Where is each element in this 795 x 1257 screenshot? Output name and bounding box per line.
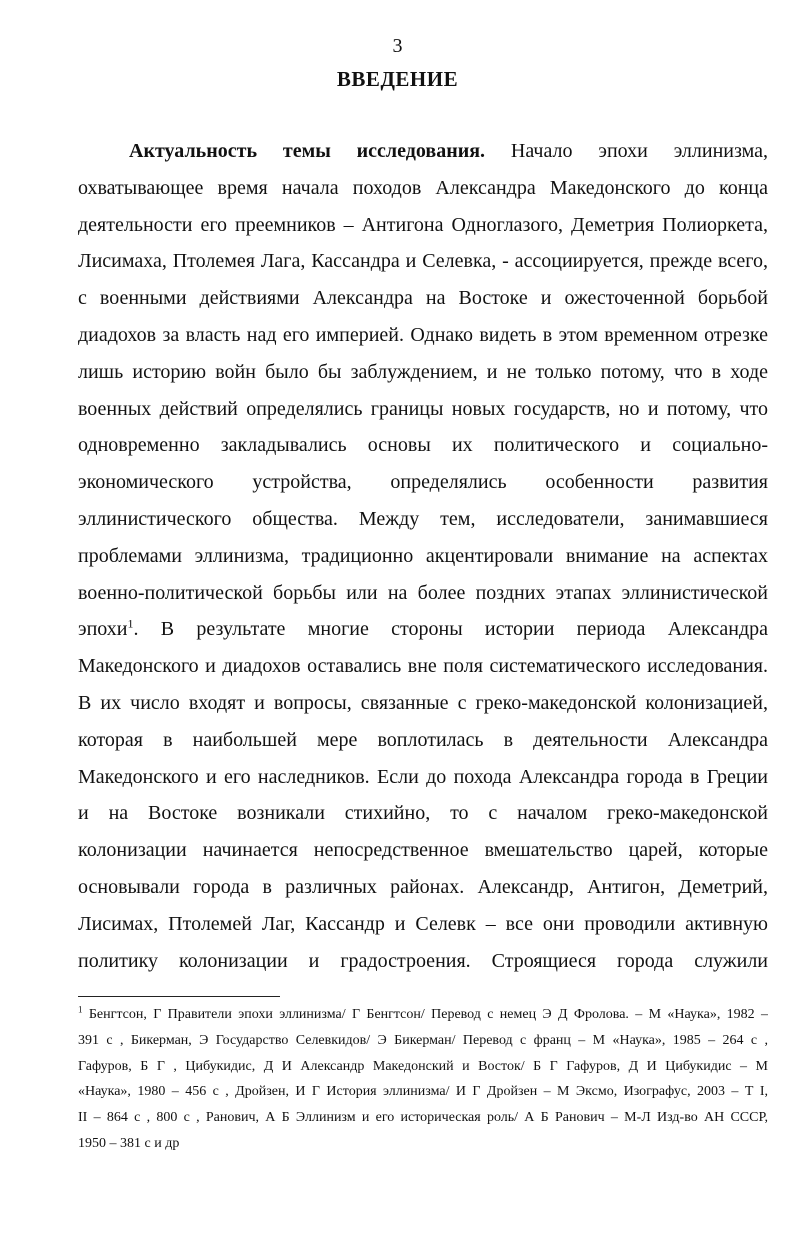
body-line: Македонского и его наследников. Если до похода Александра города в Греции — [78, 765, 768, 788]
body-line: лишь историю войн было бы заблуждением, и не только потому, что в ходе — [78, 360, 768, 383]
footnote-ref: 1 — [127, 616, 134, 631]
body-line: Актуальность темы исследования. Начало эпохи эллинизма, — [129, 140, 768, 162]
footnote — [78, 1002, 768, 1157]
footnote-line: 1950 – 381 с и др — [78, 1135, 180, 1151]
footnote-line: «Наука», 1980 – 456 с , Дройзен, И Г История эллинизма/ И Г Дройзен – М Эксмо, Изографус, 2003 – Т I, — [78, 1084, 768, 1100]
body-line: Лисимаха, Птолемея Лага, Кассандра и Селевка, - ассоциируется, прежде всего, — [78, 250, 768, 273]
footnote-line: 391 с , Бикерман, Э Государство Селевкидов/ Э Бикерман/ Перевод с франц – М «Наука», 1985 – 264 с , — [78, 1032, 768, 1048]
body-line: диадохов за власть над его империей. Однако видеть в этом временном отрезке — [78, 323, 768, 346]
body-line: которая в наибольшей мере воплотилась в деятельности Александра — [78, 728, 768, 751]
body-line: с военными действиями Александра на Востоке и ожесточенной борьбой — [78, 287, 768, 310]
body-line: эллинистического общества. Между тем, исследователи, занимавшиеся — [78, 507, 768, 530]
page-number: 3 — [392, 35, 403, 57]
lead-bold: Актуальность темы исследования. — [129, 140, 486, 162]
footnote-line: Гафуров, Б Г , Цибукидис, Д И Александр Македонский и Восток/ Б Г Гафуров, Д И Цибукидис – М — [78, 1058, 768, 1074]
page-title: ВВЕДЕНИЕ — [336, 67, 459, 91]
body-line: В их число входят и вопросы, связанные с греко-македонской колонизацией, — [78, 691, 768, 714]
body-line: военно-политической борьбы или на более поздних этапах эллинистической — [78, 581, 768, 604]
footnote-line: II – 864 с , 800 с , Ранович, А Б Эллинизм и его историческая роль/ А Б Ранович – М-Л Изд-во АН СССР, — [78, 1110, 768, 1126]
body-line: колонизации начинается непосредственное вмешательство царей, которые — [78, 839, 768, 862]
body-line: охватывающее время начала походов Александра Македонского до конца — [78, 176, 768, 199]
footnote-divider — [78, 996, 280, 997]
body-line: эпохи$^1$. В результате многие стороны истории периода Александра — [78, 616, 768, 641]
body-line: Лисимах, Птолемей Лаг, Кассандр и Селевк – все они проводили активную — [78, 912, 768, 935]
body-line: военных действий определялись границы новых государств, но и потому, что — [78, 397, 768, 420]
body-line: политику колонизации и градостроения. Строящиеся города служили — [78, 949, 768, 972]
body-line: основывали города в различных районах. Александр, Антигон, Деметрий, — [78, 875, 768, 898]
body-line: деятельности его преемников – Антигона Одноглазого, Деметрия Полиоркета, — [78, 213, 768, 236]
footnote-marker: 1 — [78, 1004, 83, 1015]
body-text — [78, 133, 768, 979]
body-line: экономического устройства, определялись особенности развития — [78, 471, 768, 494]
body-line: и на Востоке возникали стихийно, то с началом греко-македонской — [78, 802, 768, 825]
body-line: проблемами эллинизма, традиционно акцентировали внимание на аспектах — [78, 544, 768, 567]
body-line: Македонского и диадохов оставались вне поля систематического исследования. — [78, 655, 768, 678]
body-line: одновременно закладывались основы их политического и социально- — [78, 434, 768, 457]
footnote-line: $^1$ Бенгтсон, Г Правители эпохи эллинизма/ Г Бенгтсон/ Перевод с немец Э Д Фролова. – М «Наука», 1982 – — [78, 1004, 768, 1022]
